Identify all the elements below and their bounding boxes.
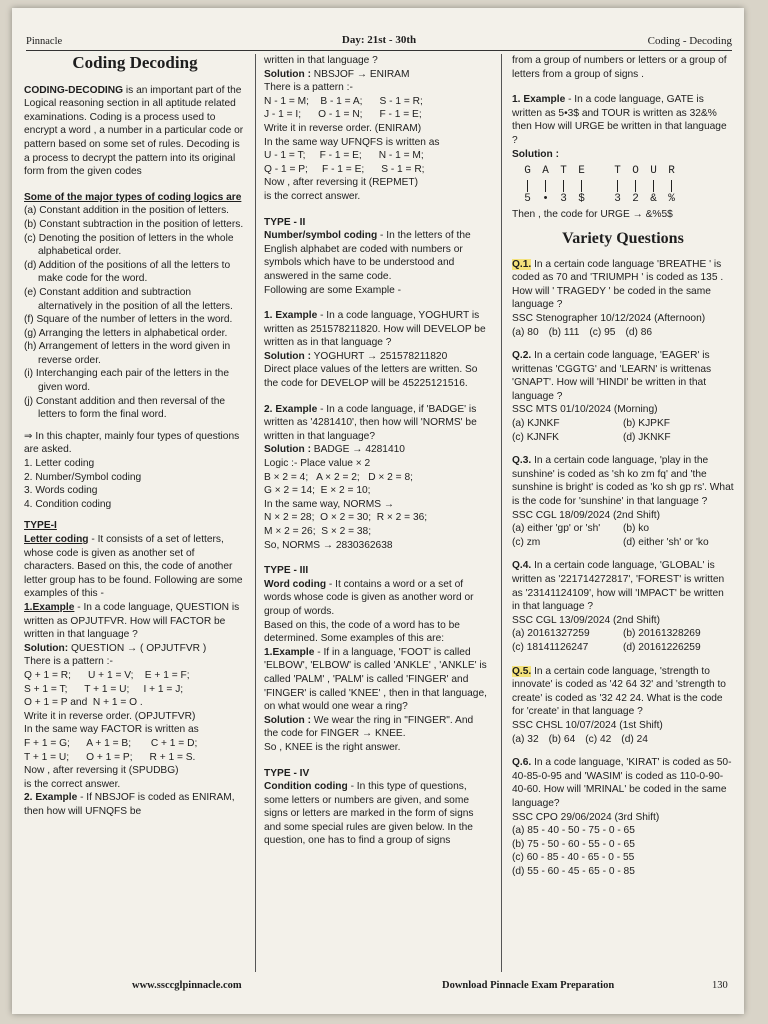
code-map-arrow [617, 180, 618, 192]
same-way-note: In the same way FACTOR is written as [24, 724, 199, 736]
chapter-note: ⇒ In this chapter, mainly four types of questions are asked. [24, 430, 240, 456]
question-block [512, 756, 734, 888]
code-map-letter: U [650, 165, 657, 178]
type2-heading: TYPE - II [264, 216, 306, 228]
question-spacer [512, 339, 734, 349]
example-2: 2. Example - If NBSJOF is coded as ENIRAM, then how will UFNQFS be [24, 792, 235, 817]
code-map-arrow [545, 180, 546, 192]
type1-paragraph: Letter coding - It consists of a set of letters, whose code is given as another set of characters. Based on this, the code of another letter group has to be found. Following are some examples of this - [24, 534, 243, 600]
question-number: Q.1. [512, 258, 532, 270]
question-source: SSC CPO 29/06/2024 (3rd Shift) [512, 811, 660, 823]
type4-example-1: 1. Example - In a code language, GATE is written as 5•3$ and TOUR is written as 32&% then How will URGE be written in that language ? [512, 94, 727, 146]
reverse-note: Write it in reverse order. (ENIRAM) [264, 122, 422, 134]
code-map-cell [592, 165, 607, 206]
after-reverse: Now , after reversing it (SPUDBG) [24, 765, 179, 777]
question-block [512, 454, 734, 559]
code-map-arrow [563, 180, 564, 192]
type3-heading: TYPE - III [264, 565, 309, 577]
answer-option: (d) 24 [621, 733, 648, 745]
code-map-cell [664, 165, 679, 206]
pattern-label: There is a pattern :- [264, 82, 353, 94]
answer-option: (a) 32 [512, 733, 539, 745]
column-1 [24, 54, 246, 818]
question-number: Q.6. [512, 757, 532, 769]
pattern-line: J - 1 = I; O - 1 = N; F - 1 = E; [264, 109, 422, 121]
header-brand: Pinnacle [26, 36, 63, 47]
pattern-line: T + 1 = U; O + 1 = P; R + 1 = S. [24, 751, 196, 763]
answer-option: (a) either 'gp' or 'sh' [512, 523, 601, 535]
answer-option: (b) KJPKF [623, 418, 670, 430]
pattern-line: M × 2 = 26; S × 2 = 38; [264, 526, 372, 537]
reverse-note: Write it in reverse order. (OPJUTFVR) [24, 710, 196, 722]
code-map-letter: T [614, 165, 621, 178]
pattern-lines [24, 669, 246, 710]
options-row [512, 627, 734, 641]
solution-label: Solution : [512, 148, 559, 160]
question-text [512, 258, 734, 312]
type3-solution-1: Solution : We wear the ring in "FINGER". And the code for FINGER → KNEE. [264, 714, 474, 740]
question-text [512, 756, 734, 810]
code-map-letter: T [560, 165, 567, 178]
answer-option: (d) JKNKF [623, 431, 671, 443]
page-number: 130 [712, 980, 728, 991]
question-text [512, 349, 734, 403]
question-type-item: 4. Condition coding [24, 498, 112, 510]
pattern-line: Q - 1 = P; F - 1 = E; S - 1 = R; [264, 163, 425, 175]
question-spacer [512, 655, 734, 665]
answer-option: (d) 20161226259 [623, 641, 701, 653]
answer-option: (b) 20161328269 [623, 628, 701, 640]
question-spacer [512, 878, 734, 888]
footer-website: www.ssccglpinnacle.com [132, 980, 242, 991]
options-row [512, 641, 734, 655]
type3-example-1: 1.Example - If in a language, 'FOOT' is called 'ELBOW', 'ELBOW' is called 'ANKLE' , 'ANKLE' is called 'PALM' , 'PALM' is called 'FINGER' and 'FINGER' is called 'KNEE' , then in that language, on what would one wear a ring? [264, 646, 487, 713]
coding-type-item: (i) Interchanging each pair of the letters in the given word. [24, 368, 229, 394]
question-block [512, 349, 734, 454]
options-row [512, 522, 734, 536]
code-map-letter: E [578, 165, 585, 178]
intro-paragraph: CODING-DECODING is an important part of the Logical reasoning section in all aptitude related examinations. Coding is a process used to encrypt a word , a number in a particular code or pattern based on some set of rules. Decoding is a process to decrypt the pattern into its original form from the given codes [24, 84, 244, 178]
code-map-code: % [668, 192, 675, 205]
code-map-arrow [671, 180, 672, 192]
question-stem: In a certain code language, 'play in the sunshine' is coded as 'sh ko zm fq' and 'the sunshine is bright' is coded as 'ko sh gp rs'. What is the code for 'sunshine' in that language ? [512, 455, 734, 508]
code-map-code: 5 [524, 192, 531, 205]
type2-paragraph: Number/symbol coding - In the letters of the English alphabet are coded with numbers or symbols which have to be understood and answered in the same code. [264, 230, 471, 282]
pattern-line: U - 1 = T; F - 1 = E; N - 1 = M; [264, 150, 424, 162]
pattern-line: F + 1 = G; A + 1 = B; C + 1 = D; [24, 737, 198, 749]
code-map-code: 3 [614, 192, 621, 205]
coding-type-item: (a) Constant addition in the position of letters. [24, 205, 229, 217]
answer-option: (d) 55 - 60 - 45 - 65 - 0 - 85 [512, 865, 635, 877]
answer-option: (c) 42 [585, 733, 612, 745]
answer-option: (a) 80 [512, 326, 539, 338]
urge-answer: Then , the code for URGE → &%5$ [512, 209, 673, 221]
answer-option: (c) 60 - 85 - 40 - 65 - 0 - 55 [512, 852, 635, 864]
question-type-item: 3. Words coding [24, 485, 98, 497]
page-header [26, 34, 732, 51]
answer-option: (b) ko [623, 523, 650, 535]
correct-answer: is the correct answer. [24, 778, 121, 790]
question-source: SSC Stenographer 10/12/2024 (Afternoon) [512, 312, 706, 324]
question-number: Q.3. [512, 455, 532, 467]
options-row [512, 733, 734, 747]
options-row [512, 417, 734, 431]
answer-option: (a) KJNKF [512, 418, 560, 430]
code-map-arrow [635, 180, 636, 192]
pattern-lines [264, 471, 490, 498]
after-reverse: Now , after reversing it (REPMET) [264, 177, 418, 189]
type3-paragraph: Word coding - It contains a word or a set of words whose code is given as another word or group of words. [264, 578, 474, 617]
question-block [512, 665, 734, 757]
code-map-code: $ [578, 192, 585, 205]
code-map-letter: R [668, 165, 675, 178]
coding-type-item: (b) Constant subtraction in the position of letters. [24, 218, 244, 230]
question-block [512, 559, 734, 664]
code-map-code: 2 [632, 192, 639, 205]
question-text [512, 454, 734, 508]
code-map-cell [538, 165, 553, 206]
code-map-letter: G [524, 165, 531, 178]
pattern-lines [264, 95, 490, 122]
type2-example-1: 1. Example - In a code language, YOGHURT is written as 251578211820. How will DEVELOP be written as in that language ? [264, 310, 486, 349]
example-1: 1.Example - In a code language, QUESTION is written as OPJUTFVR. How will FACTOR be written in that language ? [24, 601, 240, 641]
code-map-arrow [581, 180, 582, 192]
type1-heading: TYPE-I [24, 520, 57, 532]
header-chapter: Coding - Decoding [647, 35, 732, 47]
code-map-cell [520, 165, 535, 206]
same-way-note: In the same way, NORMS → [264, 498, 395, 510]
code-map-arrow [653, 180, 654, 192]
options-row [512, 536, 734, 550]
code-map-cell [628, 165, 643, 206]
coding-type-item: (e) Constant addition and subtraction alternatively in the position of all the letters. [24, 286, 233, 312]
question-source: SSC CGL 13/09/2024 (2nd Shift) [512, 614, 660, 626]
column-3 [512, 54, 734, 888]
column-divider [501, 54, 502, 972]
question-source: SSC CGL 18/09/2024 (2nd Shift) [512, 509, 660, 521]
question-stem: In a certain code language, 'EAGER' is writtenas 'CGGTG' and 'LEARN' is writtenas 'GNAPT'. How will 'HINDI' be written in that language ? [512, 350, 712, 402]
answer-option: (b) 75 - 50 - 60 - 55 - 0 - 65 [512, 838, 635, 850]
pattern-line: O + 1 = P and N + 1 = O . [24, 697, 143, 709]
coding-type-item: (d) Addition of the positions of all the letters to make code for the word. [24, 259, 231, 285]
type2-example-2: 2. Example - In a code language, if 'BADGE' is written as '4281410', then how will 'NORMS' be written in that language? [264, 403, 477, 442]
answer-option: (a) 20161327259 [512, 628, 590, 640]
questions-list [512, 258, 734, 889]
code-map-code: 3 [560, 192, 567, 205]
answer-option: (a) 85 - 40 - 50 - 75 - 0 - 65 [512, 825, 635, 837]
type3-paragraph-2: Based on this, the code of a word has to be determined. Some examples of this are: [264, 619, 460, 645]
type4-paragraph: Condition coding - In this type of questions, some letters or numbers are given, and some signs or letters are marked in the form of signs and some special rules are given below. In the question, one has to find a group of signs [264, 781, 474, 847]
type2-solution-1: Solution : YOGHURT → 251578211820 [264, 350, 448, 362]
column-divider [255, 54, 256, 972]
question-text [512, 665, 734, 719]
options-row [512, 431, 734, 445]
question-spacer [512, 444, 734, 454]
answer-option: (d) either 'sh' or 'ko [623, 536, 709, 548]
question-number: Q.5. [512, 665, 532, 677]
variety-heading: Variety Questions [562, 229, 684, 247]
question-stem: In a certain code language 'BREATHE ' is coded as 70 and 'TRIUMPH ' is coded as 135 . How will ' TRAGEDY ' be coded in the same language ? [512, 258, 724, 311]
question-source: SSC MTS 01/10/2024 (Morning) [512, 404, 658, 416]
coding-type-item: (f) Square of the number of letters in the word. [24, 314, 233, 326]
coding-type-item: (h) Arrangement of letters in the word given in reverse order. [24, 341, 231, 366]
question-block [512, 258, 734, 350]
chapter-list [24, 457, 246, 511]
correct-answer: is the correct answer. [264, 190, 361, 202]
options-row [512, 326, 734, 340]
question-stem: In a certain code language, 'strength to innovate' is coded as '42 64 32' and 'strength to create' is coded as '32 42 24. What is the code for 'create' in that language ? [512, 665, 726, 718]
code-map-letter: A [542, 165, 549, 178]
question-stem: In a certain code language, 'GLOBAL' is written as '221714272817', 'FOREST' is written as '23141124109', how will 'IMPACT' be written in that language ? [512, 560, 725, 613]
logic-note: Logic :- Place value × 2 [264, 458, 371, 470]
answer-option: (b) 64 [548, 733, 576, 745]
same-way-note: In the same way UFNQFS is written as [264, 136, 440, 148]
type2-follow: Following are some Example - [264, 284, 402, 296]
coding-type-item: (c) Denoting the position of letters in the whole alphabetical order. [24, 232, 234, 258]
code-map-cell [610, 165, 625, 206]
coding-type-item: (j) Constant addition and then reversal of the letters to form the final word. [24, 395, 226, 421]
coding-type-item: (g) Arranging the letters in alphabetical order. [24, 327, 228, 339]
header-day: Day: 21st - 30th [341, 34, 417, 46]
pattern-label: There is a pattern :- [24, 656, 113, 668]
pattern-lines [264, 511, 490, 538]
gate-tour-code-map [520, 165, 734, 206]
code-map-cell [646, 165, 661, 206]
question-spacer [512, 746, 734, 756]
answer-option: (c) zm [512, 536, 541, 548]
type2-solution-1-text: Direct place values of the letters are written. So the code for DEVELOP will be 45225121516. [264, 364, 478, 390]
code-map-code: & [650, 192, 657, 205]
question-source: SSC CHSL 10/07/2024 (1st Shift) [512, 719, 663, 731]
question-number: Q.2. [512, 350, 532, 362]
question-number: Q.4. [512, 560, 532, 572]
pattern-line: S + 1 = T; T + 1 = U; I + 1 = J; [24, 683, 184, 695]
question-type-item: 2. Number/Symbol coding [24, 471, 142, 483]
footer-download: Download Pinnacle Exam Preparation [442, 980, 615, 991]
solution-2: Solution : NBSJOF → ENIRAM [264, 68, 410, 80]
answer-option: (c) KJNFK [512, 431, 559, 443]
column-2 [264, 54, 490, 848]
type2-solution-2: Solution : BADGE → 4281410 [264, 444, 405, 456]
types-list [24, 204, 246, 422]
pattern-line: B × 2 = 4; A × 2 = 2; D × 2 = 8; [264, 471, 413, 483]
pattern-line: N × 2 = 28; O × 2 = 30; R × 2 = 36; [264, 512, 428, 524]
norms-answer: So, NORMS → 2830362638 [264, 539, 393, 551]
question-spacer [512, 549, 734, 559]
question-stem: In a code language, 'KIRAT' is coded as 50-40-85-0-95 and 'WASIM' is coded as 110-0-90-40-60. How will 'MRINAL' be coded in the same language? [512, 757, 732, 809]
pattern-line: G × 2 = 14; E × 2 = 10; [264, 485, 371, 497]
pattern-lines [264, 149, 490, 176]
type4-cont: from a group of numbers or letters or a group of letters from a group of signs . [512, 55, 727, 80]
answer-option: (b) 111 [548, 326, 580, 338]
pattern-line: N - 1 = M; B - 1 = A; S - 1 = R; [264, 95, 423, 107]
code-map-cell [556, 165, 571, 206]
pattern-line: Q + 1 = R; U + 1 = V; E + 1 = F; [24, 669, 190, 681]
type4-heading: TYPE - IV [264, 767, 310, 779]
pattern-lines [24, 737, 246, 764]
question-text [512, 559, 734, 613]
example-2-cont: written in that language ? [264, 55, 378, 66]
answer-option: (c) 95 [589, 326, 616, 338]
types-heading: Some of the major types of coding logics are [24, 191, 242, 203]
answer-option: (c) 18141126247 [512, 641, 589, 653]
type3-answer: So , KNEE is the right answer. [264, 741, 401, 753]
question-type-item: 1. Letter coding [24, 458, 95, 470]
code-map-cell [574, 165, 589, 206]
answer-option: (d) 86 [625, 326, 653, 338]
solution-1: Solution: QUESTION → ( OPJUTFVR ) [24, 642, 207, 654]
code-map-arrow [527, 180, 528, 192]
chapter-title: Coding Decoding [72, 53, 198, 72]
book-page [12, 8, 744, 1014]
code-map-code: • [542, 192, 549, 205]
code-map-letter: O [632, 165, 639, 178]
